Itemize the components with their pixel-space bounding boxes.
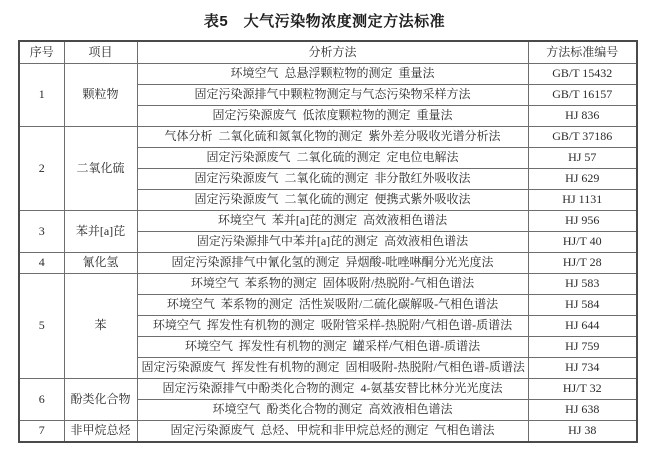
standards-table xyxy=(18,40,638,443)
cell-analysis-method: 环境空气 苯系物的测定 固体吸附/热脱附-气相色谱法 xyxy=(137,274,528,295)
cell-standard-number: HJ/T 40 xyxy=(528,232,637,253)
cell-standard-number: HJ 583 xyxy=(528,274,637,295)
cell-serial-number: 3 xyxy=(19,211,64,253)
cell-standard-number: HJ 1131 xyxy=(528,190,637,211)
cell-standard-number: GB/T 15432 xyxy=(528,64,637,85)
cell-standard-number: HJ 759 xyxy=(528,337,637,358)
cell-analysis-method: 环境空气 苯并[a]芘的测定 高效液相色谱法 xyxy=(137,211,528,232)
cell-analysis-method: 固定污染源排气中颗粒物测定与气态污染物采样方法 xyxy=(137,85,528,106)
cell-serial-number: 2 xyxy=(19,127,64,211)
cell-serial-number: 6 xyxy=(19,379,64,421)
table-header xyxy=(19,41,637,64)
cell-analysis-method: 环境空气 总悬浮颗粒物的测定 重量法 xyxy=(137,64,528,85)
header-standard-number: 方法标准编号 xyxy=(528,41,637,64)
table-row xyxy=(19,253,637,274)
cell-item: 氰化氢 xyxy=(64,253,137,274)
cell-analysis-method: 环境空气 挥发性有机物的测定 吸附管采样-热脱附/气相色谱-质谱法 xyxy=(137,316,528,337)
cell-analysis-method: 固定污染源废气 二氧化硫的测定 非分散红外吸收法 xyxy=(137,169,528,190)
cell-analysis-method: 固定污染源废气 总烃、甲烷和非甲烷总烃的测定 气相色谱法 xyxy=(137,421,528,443)
cell-item: 酚类化合物 xyxy=(64,379,137,421)
cell-analysis-method: 固定污染源排气中氰化氢的测定 异烟酸-吡唑啉酮分光光度法 xyxy=(137,253,528,274)
cell-analysis-method: 气体分析 二氧化硫和氮氧化物的测定 紫外差分吸收光谱分析法 xyxy=(137,127,528,148)
cell-analysis-method: 环境空气 苯系物的测定 活性炭吸附/二硫化碳解吸-气相色谱法 xyxy=(137,295,528,316)
header-serial-number: 序号 xyxy=(19,41,64,64)
table-row xyxy=(19,64,637,85)
table-row xyxy=(19,274,637,295)
cell-serial-number: 5 xyxy=(19,274,64,379)
cell-serial-number: 1 xyxy=(19,64,64,127)
table-row xyxy=(19,421,637,443)
cell-standard-number: HJ/T 28 xyxy=(528,253,637,274)
table-row xyxy=(19,211,637,232)
header-item: 项目 xyxy=(64,41,137,64)
table-title: 表5 大气污染物浓度测定方法标准 xyxy=(203,13,446,30)
cell-item: 苯 xyxy=(64,274,137,379)
table-row xyxy=(19,379,637,400)
cell-standard-number: HJ/T 32 xyxy=(528,379,637,400)
cell-item: 非甲烷总烃 xyxy=(64,421,137,443)
cell-analysis-method: 固定污染源排气中苯并[a]芘的测定 高效液相色谱法 xyxy=(137,232,528,253)
cell-analysis-method: 固定污染源废气 低浓度颗粒物的测定 重量法 xyxy=(137,106,528,127)
cell-standard-number: HJ 629 xyxy=(528,169,637,190)
cell-standard-number: HJ 38 xyxy=(528,421,637,443)
cell-serial-number: 7 xyxy=(19,421,64,443)
cell-standard-number: HJ 584 xyxy=(528,295,637,316)
cell-standard-number: GB/T 16157 xyxy=(528,85,637,106)
cell-item: 颗粒物 xyxy=(64,64,137,127)
cell-standard-number: HJ 638 xyxy=(528,400,637,421)
cell-item: 苯并[a]芘 xyxy=(64,211,137,253)
cell-serial-number: 4 xyxy=(19,253,64,274)
cell-standard-number: HJ 57 xyxy=(528,148,637,169)
cell-standard-number: GB/T 37186 xyxy=(528,127,637,148)
cell-analysis-method: 固定污染源废气 二氧化硫的测定 定电位电解法 xyxy=(137,148,528,169)
cell-standard-number: HJ 644 xyxy=(528,316,637,337)
table-body xyxy=(19,64,637,443)
cell-analysis-method: 固定污染源废气 挥发性有机物的测定 固相吸附-热脱附/气相色谱-质谱法 xyxy=(137,358,528,379)
cell-analysis-method: 环境空气 酚类化合物的测定 高效液相色谱法 xyxy=(137,400,528,421)
cell-standard-number: HJ 956 xyxy=(528,211,637,232)
cell-analysis-method: 固定污染源废气 二氧化硫的测定 便携式紫外吸收法 xyxy=(137,190,528,211)
cell-item: 二氧化硫 xyxy=(64,127,137,211)
cell-analysis-method: 环境空气 挥发性有机物的测定 罐采样/气相色谱-质谱法 xyxy=(137,337,528,358)
header-row xyxy=(19,41,637,64)
header-analysis-method: 分析方法 xyxy=(137,41,528,64)
cell-analysis-method: 固定污染源排气中酚类化合物的测定 4-氨基安替比林分光光度法 xyxy=(137,379,528,400)
cell-standard-number: HJ 836 xyxy=(528,106,637,127)
table-row xyxy=(19,127,637,148)
cell-standard-number: HJ 734 xyxy=(528,358,637,379)
